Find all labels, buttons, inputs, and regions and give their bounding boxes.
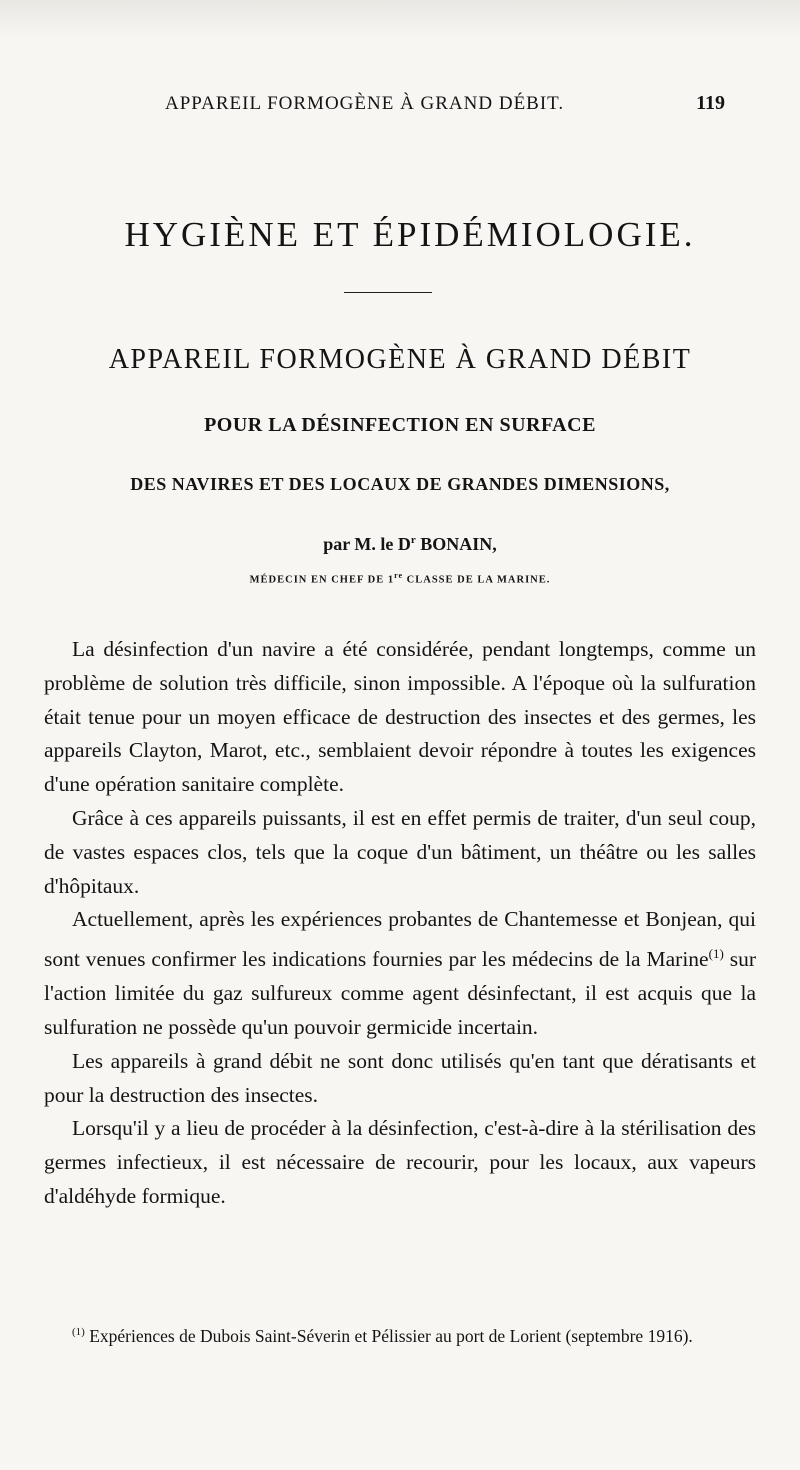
paragraph-3 [44, 903, 756, 1044]
affiliation-prefix: MÉDECIN EN CHEF DE 1 [249, 574, 395, 586]
paragraph-3-part-2: sur l'action limitée du gaz sulfureux comme agent désinfectant, il est acquis que la sulfuration ne possède qu'un pouvoir germicide incertain. [44, 947, 756, 1039]
author-affiliation [150, 571, 650, 586]
section-title: HYGIÈNE ET ÉPIDÉMIOLOGIE. [124, 215, 696, 254]
article-subtitle-1: POUR LA DÉSINFECTION EN SURFACE [204, 414, 596, 436]
paragraph-4: Les appareils à grand débit ne sont donc utilisés qu'en tant que dératisants et pour la destruction des insectes. [44, 1048, 756, 1107]
affiliation-sup: re [394, 571, 404, 580]
article-title: APPAREIL FORMOGÈNE À GRAND DÉBIT [108, 344, 692, 375]
footnote-reference: (1) [708, 946, 724, 962]
paragraph-2: Grâce à ces appareils puissants, il est en effet permis de traiter, d'un seul coup, de vastes espaces clos, tels que la coque d'un bâtiment, un théâtre ou les salles d'hôpitaux. [44, 805, 756, 898]
page-number: 119 [696, 92, 725, 114]
paragraph-3-part-1: Actuellement, après les expériences probantes de Chantemesse et Bonjean, qui sont venues confirmer les indications fournies par les médecins de la Marine [44, 907, 756, 972]
author-byline [250, 534, 570, 555]
running-header [165, 92, 725, 115]
title-divider [344, 292, 432, 293]
author-name: BONAIN, [415, 534, 497, 554]
scan-edge-shadow [0, 0, 800, 40]
byline-sup: r [410, 534, 416, 546]
footnote-marker: (1) [72, 1326, 85, 1338]
running-title: APPAREIL FORMOGÈNE À GRAND DÉBIT. [165, 93, 565, 114]
paragraph-1: La désinfection d'un navire a été considérée, pendant longtemps, comme un problème de solution très difficile, sinon impossible. A l'époque où la sulfuration était tenue pour un moyen efficace de destruction des insectes et des germes, les appareils Clayton, Marot, etc., semblaient devoir répondre à toutes les exigences d'une opération sanitaire complète. [44, 637, 756, 797]
article-body [44, 633, 756, 1214]
article-subtitle-2: DES NAVIRES ET DES LOCAUX DE GRANDES DIMENSIONS, [130, 474, 670, 494]
footnote [48, 1318, 756, 1351]
footnote-text: Expériences de Dubois Saint-Séverin et Pélissier au port de Lorient (septembre 1916). [84, 1325, 693, 1346]
affiliation-suffix: CLASSE DE LA MARINE. [403, 574, 551, 586]
byline-prefix: par M. le D [323, 534, 411, 554]
paragraph-5: Lorsqu'il y a lieu de procéder à la désinfection, c'est-à-dire à la stérilisation des germes infectieux, il est nécessaire de recourir, pour les locaux, aux vapeurs d'aldéhyde formique. [44, 1116, 756, 1208]
